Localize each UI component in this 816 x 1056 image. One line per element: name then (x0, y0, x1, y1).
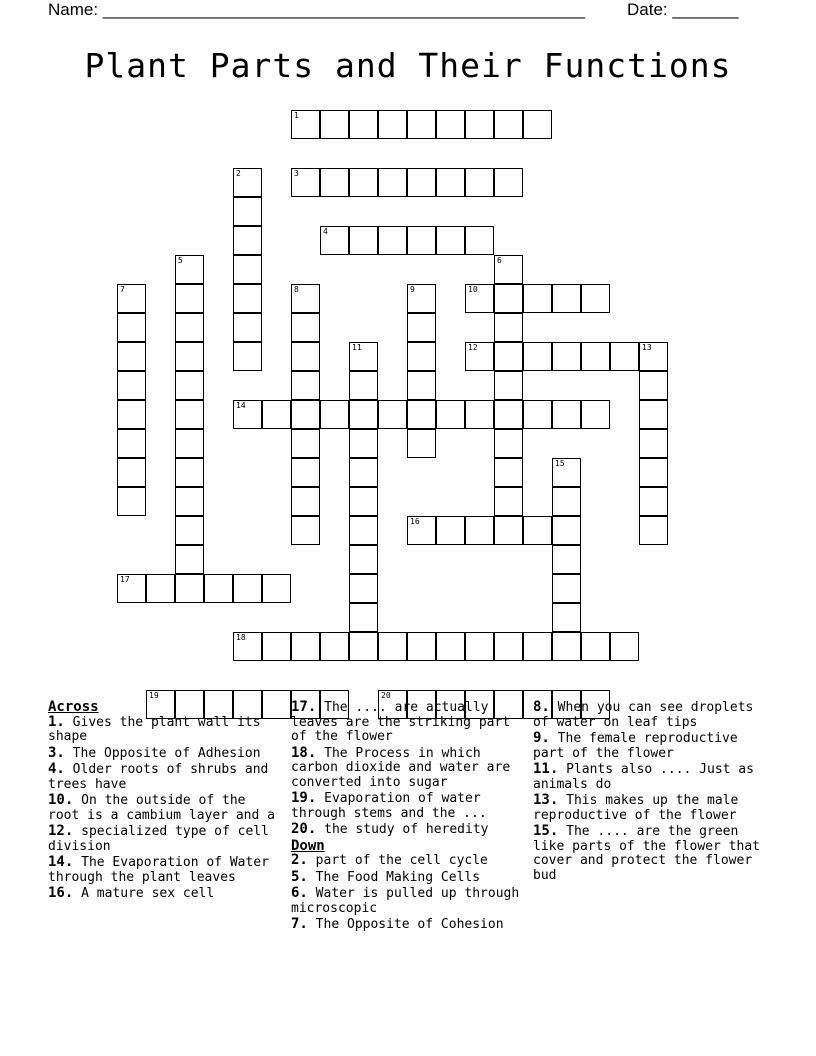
clue-text: On the outside of the root is a cambium layer and a (48, 793, 275, 823)
clue-number-label: 18 (236, 633, 246, 642)
crossword-cell[interactable] (581, 284, 610, 313)
crossword-cell[interactable] (407, 110, 436, 139)
crossword-cell[interactable] (523, 342, 552, 371)
crossword-cell[interactable] (233, 226, 262, 255)
clue-number-label: 8 (294, 285, 299, 294)
clue-number: 5. (291, 868, 308, 885)
crossword-cell[interactable] (378, 226, 407, 255)
crossword-cell[interactable] (523, 516, 552, 545)
crossword-cell[interactable] (581, 400, 610, 429)
clue-number-label: 10 (468, 285, 478, 294)
clue-item (48, 855, 280, 885)
crossword-cell[interactable] (639, 487, 668, 516)
crossword-cell[interactable] (552, 574, 581, 603)
clue-item (291, 822, 523, 838)
clue-number: 17. (291, 699, 317, 715)
crossword-cell[interactable] (117, 429, 146, 458)
crossword-cell[interactable] (436, 168, 465, 197)
crossword-cell[interactable] (291, 632, 320, 661)
crossword-cell[interactable] (291, 313, 320, 342)
clue-list (291, 700, 523, 838)
crossword-cell[interactable] (117, 313, 146, 342)
clue-list (533, 700, 765, 883)
crossword-cell[interactable] (639, 342, 668, 371)
crossword-cell[interactable] (117, 342, 146, 371)
crossword-cell[interactable] (349, 226, 378, 255)
crossword-cell[interactable] (291, 284, 320, 313)
clue-text: Evaporation of water through stems and the ... (291, 791, 487, 821)
clue-number: 16. (48, 885, 74, 901)
clue-number-label: 17 (120, 575, 130, 584)
clue-number-label: 11 (352, 343, 362, 352)
crossword-cell[interactable] (117, 400, 146, 429)
clue-text: part of the cell cycle (307, 853, 488, 868)
crossword-cell[interactable] (552, 545, 581, 574)
crossword-cell[interactable] (407, 632, 436, 661)
crossword-cell[interactable] (494, 632, 523, 661)
clue-number-label: 20 (381, 691, 391, 700)
crossword-cell[interactable] (494, 313, 523, 342)
clues-column-3 (533, 700, 765, 884)
crossword-cell[interactable] (378, 632, 407, 661)
crossword-cell[interactable] (494, 487, 523, 516)
crossword-cell[interactable] (494, 371, 523, 400)
date-field-label: Date: _______ (627, 0, 739, 19)
clue-number: 12. (48, 823, 74, 839)
crossword-cell[interactable] (233, 313, 262, 342)
clue-item (291, 791, 523, 821)
crossword-cell[interactable] (349, 429, 378, 458)
crossword-cell[interactable] (291, 110, 320, 139)
crossword-cell[interactable] (523, 400, 552, 429)
crossword-cell[interactable] (436, 632, 465, 661)
crossword-cell[interactable] (117, 487, 146, 516)
crossword-cell[interactable] (523, 632, 552, 661)
crossword-cell[interactable] (523, 110, 552, 139)
crossword-cell[interactable] (320, 110, 349, 139)
crossword-cell[interactable] (581, 342, 610, 371)
crossword-cell[interactable] (407, 516, 436, 545)
crossword-cell[interactable] (291, 168, 320, 197)
crossword-cell[interactable] (320, 168, 349, 197)
crossword-cell[interactable] (378, 400, 407, 429)
crossword-cell[interactable] (465, 516, 494, 545)
clue-number-label: 6 (497, 256, 502, 265)
clue-number-label: 1 (294, 111, 299, 120)
crossword-cell[interactable] (291, 487, 320, 516)
clue-item (291, 886, 523, 916)
crossword-cell[interactable] (291, 400, 320, 429)
crossword-cell[interactable] (552, 603, 581, 632)
crossword-cell[interactable] (349, 400, 378, 429)
crossword-cell[interactable] (349, 458, 378, 487)
clue-item (291, 853, 523, 869)
crossword-cell[interactable] (349, 487, 378, 516)
clue-item (533, 731, 765, 761)
crossword-cell[interactable] (552, 632, 581, 661)
crossword-cell[interactable] (552, 342, 581, 371)
crossword-cell[interactable] (465, 632, 494, 661)
clue-text: The Food Making Cells (307, 869, 481, 885)
crossword-cell[interactable] (175, 313, 204, 342)
crossword-cell[interactable] (552, 487, 581, 516)
crossword-cell[interactable] (320, 400, 349, 429)
crossword-cell[interactable] (494, 400, 523, 429)
crossword-cell[interactable] (349, 632, 378, 661)
crossword-cell[interactable] (465, 400, 494, 429)
crossword-cell[interactable] (494, 168, 523, 197)
crossword-cell[interactable] (175, 284, 204, 313)
crossword-cell[interactable] (175, 255, 204, 284)
crossword-cell[interactable] (494, 458, 523, 487)
crossword-cell[interactable] (204, 574, 233, 603)
clue-number-label: 13 (642, 343, 652, 352)
crossword-cell[interactable] (117, 371, 146, 400)
clue-item (533, 700, 765, 730)
crossword-cell[interactable] (494, 516, 523, 545)
crossword-cell[interactable] (465, 342, 494, 371)
clues-column-1 (48, 700, 280, 903)
crossword-cell[interactable] (262, 632, 291, 661)
crossword-cell[interactable] (175, 545, 204, 574)
crossword-cell[interactable] (407, 284, 436, 313)
crossword-cell[interactable] (233, 284, 262, 313)
across-heading: Across (48, 699, 99, 715)
crossword-cell[interactable] (117, 574, 146, 603)
crossword-cell[interactable] (494, 429, 523, 458)
clue-item (48, 886, 280, 902)
clue-list (291, 853, 523, 933)
clue-text: specialized type of cell division (48, 824, 269, 854)
crossword-cell[interactable] (639, 400, 668, 429)
clue-text: The Process in which carbon dioxide and water are converted into sugar (291, 745, 511, 790)
crossword-cell[interactable] (523, 284, 552, 313)
crossword-cell[interactable] (552, 458, 581, 487)
crossword-cell[interactable] (349, 516, 378, 545)
crossword-cell[interactable] (175, 371, 204, 400)
clue-number-label: 14 (236, 401, 246, 410)
crossword-cell[interactable] (378, 110, 407, 139)
crossword-cell[interactable] (552, 284, 581, 313)
clue-text: This makes up the male reproductive of the flower (533, 793, 739, 823)
crossword-cell[interactable] (175, 516, 204, 545)
clue-item (291, 700, 523, 745)
crossword-cell[interactable] (436, 400, 465, 429)
crossword-cell[interactable] (349, 371, 378, 400)
crossword-cell[interactable] (262, 400, 291, 429)
clue-text: A mature sex cell (73, 886, 215, 901)
clue-number-label: 5 (178, 256, 183, 265)
clue-number: 19. (291, 790, 317, 806)
clue-text: The female reproductive part of the flower (533, 731, 738, 761)
clue-number: 7. (291, 916, 308, 932)
clue-text: The Evaporation of Water through the plant leaves (48, 855, 269, 885)
crossword-cell[interactable] (639, 371, 668, 400)
clue-number-label: 7 (120, 285, 125, 294)
crossword-cell[interactable] (175, 429, 204, 458)
crossword-cell[interactable] (349, 168, 378, 197)
crossword-cell[interactable] (494, 342, 523, 371)
clues-column-2 (291, 700, 523, 934)
crossword-cell[interactable] (175, 487, 204, 516)
down-heading: Down (291, 837, 325, 854)
crossword-cell[interactable] (465, 226, 494, 255)
clue-text: Plants also .... Just as animals do (533, 762, 754, 792)
crossword-cell[interactable] (175, 458, 204, 487)
clue-number: 10. (48, 792, 74, 808)
clue-number: 3. (48, 744, 65, 761)
crossword-cell[interactable] (494, 255, 523, 284)
clue-number: 14. (48, 854, 74, 870)
crossword-cell[interactable] (436, 226, 465, 255)
clue-number: 11. (533, 761, 559, 777)
clue-number-label: 15 (555, 459, 565, 468)
clue-item (291, 870, 523, 886)
clue-number: 8. (533, 699, 550, 715)
clue-number-label: 3 (294, 169, 299, 178)
clue-text: When you can see droplets of water on leaf tips (533, 700, 754, 730)
clue-item (48, 824, 280, 854)
crossword-cell[interactable] (407, 371, 436, 400)
crossword-cell[interactable] (233, 197, 262, 226)
clue-number: 4. (48, 761, 65, 777)
crossword-cell[interactable] (291, 516, 320, 545)
crossword-cell[interactable] (233, 342, 262, 371)
crossword-cell[interactable] (465, 110, 494, 139)
clue-text: Water is pulled up through microscopic (291, 886, 520, 916)
crossword-cell[interactable] (175, 400, 204, 429)
crossword-cell[interactable] (494, 284, 523, 313)
crossword-cell[interactable] (349, 110, 378, 139)
crossword-cell[interactable] (291, 342, 320, 371)
clue-item (48, 746, 280, 762)
clue-text: The .... are the green like parts of the flower that cover and protect the flower bud (533, 824, 760, 883)
clue-text: Gives the plant wall its shape (48, 714, 261, 744)
crossword-cell[interactable] (581, 632, 610, 661)
crossword-cell[interactable] (349, 574, 378, 603)
clue-number: 18. (291, 744, 317, 761)
crossword-cell[interactable] (465, 284, 494, 313)
clue-text: the study of heredity (316, 822, 489, 837)
crossword-cell[interactable] (233, 168, 262, 197)
crossword-cell[interactable] (436, 516, 465, 545)
crossword-cell[interactable] (639, 458, 668, 487)
crossword-cell[interactable] (610, 632, 639, 661)
clue-text: The Opposite of Cohesion (307, 917, 504, 932)
clue-number-label: 19 (149, 691, 159, 700)
crossword-cell[interactable] (117, 284, 146, 313)
crossword-cell[interactable] (117, 458, 146, 487)
crossword-cell[interactable] (552, 400, 581, 429)
crossword-cell[interactable] (610, 342, 639, 371)
crossword-cell[interactable] (349, 342, 378, 371)
crossword-cell[interactable] (320, 226, 349, 255)
clue-list (48, 715, 280, 902)
clue-item (533, 762, 765, 792)
clue-number-label: 16 (410, 517, 420, 526)
crossword-cell[interactable] (291, 458, 320, 487)
clue-item (48, 793, 280, 823)
crossword-cell[interactable] (262, 574, 291, 603)
clue-item (48, 715, 280, 745)
crossword-cell[interactable] (639, 516, 668, 545)
crossword-cell[interactable] (407, 168, 436, 197)
clue-text: The .... are actually leaves are the striking part of the flower (291, 700, 511, 744)
crossword-cell[interactable] (291, 429, 320, 458)
clue-number-label: 12 (468, 343, 478, 352)
clue-number: 6. (291, 885, 308, 901)
clue-item (48, 762, 280, 792)
clue-number: 13. (533, 792, 559, 808)
crossword-cell[interactable] (320, 632, 349, 661)
crossword-cell[interactable] (407, 342, 436, 371)
clue-number: 2. (291, 852, 308, 868)
clue-item (291, 917, 523, 933)
crossword-cell[interactable] (291, 371, 320, 400)
crossword-cell[interactable] (378, 168, 407, 197)
clue-number: 9. (533, 730, 550, 746)
crossword-cell[interactable] (233, 632, 262, 661)
clue-number: 15. (533, 823, 559, 839)
crossword-cell[interactable] (639, 429, 668, 458)
crossword-cell[interactable] (494, 110, 523, 139)
crossword-cell[interactable] (407, 429, 436, 458)
clue-number-label: 2 (236, 169, 241, 178)
crossword-cell[interactable] (407, 400, 436, 429)
crossword-cell[interactable] (436, 110, 465, 139)
clue-item (291, 746, 523, 791)
crossword-cell[interactable] (407, 313, 436, 342)
crossword-cell[interactable] (233, 400, 262, 429)
clue-number: 20. (291, 821, 317, 837)
crossword-cell[interactable] (175, 342, 204, 371)
clue-item (533, 793, 765, 823)
clue-text: The Opposite of Adhesion (64, 745, 261, 761)
crossword-cell[interactable] (349, 603, 378, 632)
clue-number-label: 4 (323, 227, 328, 236)
crossword-cell[interactable] (407, 226, 436, 255)
crossword-cell[interactable] (146, 574, 175, 603)
crossword-cell[interactable] (552, 516, 581, 545)
crossword-cell[interactable] (465, 168, 494, 197)
crossword-cell[interactable] (233, 255, 262, 284)
crossword-cell[interactable] (233, 574, 262, 603)
clue-number: 1. (48, 713, 65, 730)
crossword-cell[interactable] (175, 574, 204, 603)
clue-number-label: 9 (410, 285, 415, 294)
clue-text: Older roots of shrubs and trees have (48, 762, 269, 792)
page-title: Plant Parts and Their Functions (84, 46, 732, 85)
crossword-cell[interactable] (349, 545, 378, 574)
name-field-label: Name: ___________________________________________________ (48, 0, 585, 19)
clue-item (533, 824, 765, 883)
